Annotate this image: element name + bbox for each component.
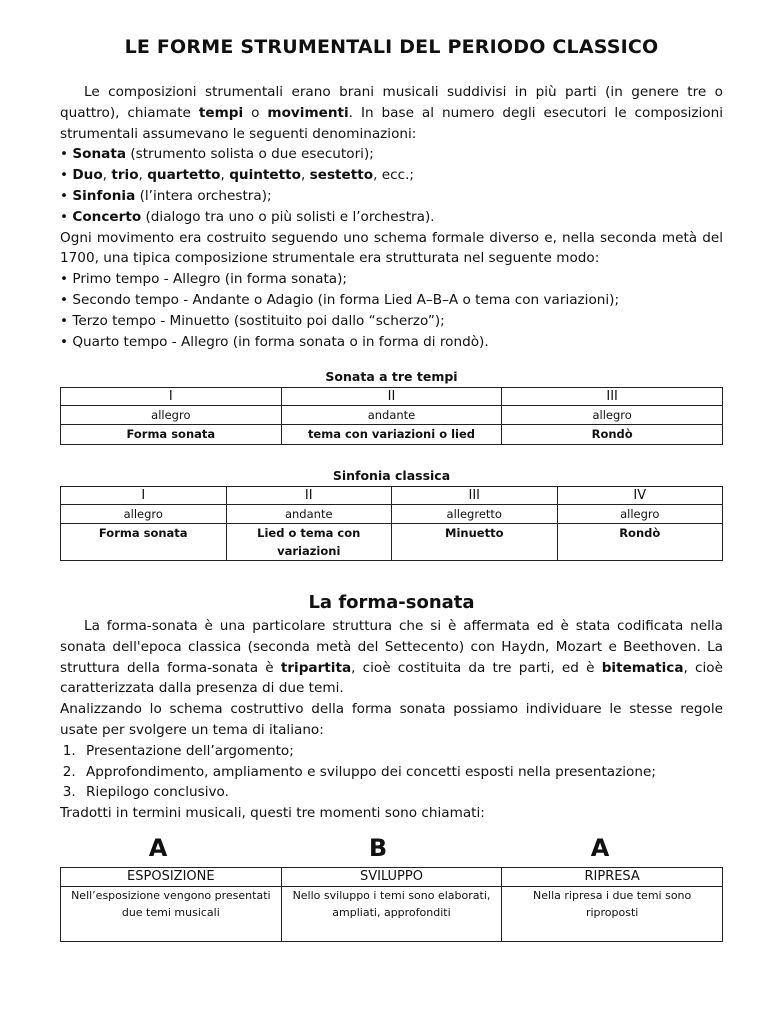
item-text: (l’intera orchestra); xyxy=(135,187,272,204)
bullet: • xyxy=(60,187,69,204)
conclusion-paragraph: Tradotti in termini musicali, questi tre momenti sono chiamati: xyxy=(60,805,485,822)
bullet: • xyxy=(60,291,69,308)
section-heading: La forma-sonata xyxy=(308,592,475,613)
paragraph-text: La forma-sonata è una particolare struttura che si è affermata ed è stata codificata nella sonata dell'epoca classica (seconda metà del Settecento) con Haydn, Mozart e Beethoven. La struttura della forma-sonata è xyxy=(60,618,723,676)
term-movimenti: movimenti xyxy=(267,104,349,121)
list-item: 1. Presentazione dell’argomento; xyxy=(80,741,723,762)
list-item: 3. Riepilogo conclusivo. xyxy=(80,782,723,803)
letter-a: A xyxy=(590,834,610,862)
item-text: , xyxy=(102,167,112,184)
table-header: I xyxy=(61,388,282,406)
tempo-text: Primo tempo - Allegro (in forma sonata); xyxy=(72,271,348,288)
sonata-table xyxy=(60,387,723,445)
tempo-item xyxy=(60,332,723,353)
table-cell: tema con variazioni o lied xyxy=(281,425,502,445)
structure-paragraph: Ogni movimento era costruito seguendo uno schema formale diverso e, nella seconda metà del 1700, una tipica composizione strumentale era strutturata nel seguente modo: xyxy=(60,229,723,267)
item-bold: sestetto xyxy=(309,167,374,184)
list-item-sonata xyxy=(60,144,723,165)
forma-sonata-section xyxy=(60,616,723,824)
table-cell: Nello sviluppo i temi sono elaborati, ampliati, approfonditi xyxy=(281,887,502,942)
table-cell: allegretto xyxy=(392,505,558,524)
aba-table xyxy=(60,867,723,942)
list-item: 2. Approfondimento, ampliamento e sviluppo dei concetti esposti nella presentazione; xyxy=(80,762,723,783)
page-title: LE FORME STRUMENTALI DEL PERIODO CLASSICO xyxy=(124,36,659,58)
table-cell: allegro xyxy=(502,406,723,425)
item-text: (dialogo tra uno o più solisti e l’orchestra). xyxy=(141,208,435,225)
term-tripartita: tripartita xyxy=(280,659,352,676)
intro-paragraph xyxy=(60,82,723,144)
paragraph-text: , cioè caratterizzata dalla presenza di due temi. xyxy=(60,659,723,697)
table-cell: Forma sonata xyxy=(61,425,282,445)
table-header: II xyxy=(226,487,392,505)
forma-sonata-paragraph xyxy=(60,616,723,699)
steps-list xyxy=(60,741,723,803)
intro-text-3: . In base al numero degli esecutori le composizioni strumentali assumevano le seguenti denominazioni: xyxy=(60,104,724,142)
term-tempi: tempi xyxy=(198,104,244,121)
paragraph-text: , cioè costituita da tre parti, ed è xyxy=(351,659,602,676)
sinfonia-table xyxy=(60,486,723,561)
sinfonia-table-caption: Sinfonia classica xyxy=(332,468,451,483)
item-bold: Sinfonia xyxy=(72,187,136,204)
table-cell: Rondò xyxy=(557,524,723,561)
tempo-item xyxy=(60,290,723,311)
table-row xyxy=(61,505,723,524)
tempo-item xyxy=(60,311,723,332)
table-row xyxy=(61,487,723,505)
intro-text-2: o xyxy=(243,104,268,121)
bullet: • xyxy=(60,271,69,288)
table-cell: andante xyxy=(226,505,392,524)
bullet: • xyxy=(60,312,69,329)
table-cell: andante xyxy=(281,406,502,425)
sep: , xyxy=(220,167,230,184)
sonata-table-caption: Sonata a tre tempi xyxy=(325,369,458,384)
item-text: (strumento solista o due esecutori); xyxy=(126,146,374,163)
bullet: • xyxy=(60,146,69,163)
table-row xyxy=(61,425,723,445)
intro-section xyxy=(60,82,723,352)
table-header: III xyxy=(502,388,723,406)
table-header: RIPRESA xyxy=(502,868,723,887)
list-item-duo xyxy=(60,165,723,186)
bullet: • xyxy=(60,167,69,184)
table-cell: Forma sonata xyxy=(61,524,227,561)
tempo-text: Secondo tempo - Andante o Adagio (in forma Lied A–B–A o tema con variazioni); xyxy=(72,291,620,308)
table-header: SVILUPPO xyxy=(281,868,502,887)
letter-b: B xyxy=(368,834,388,862)
table-cell: Minuetto xyxy=(392,524,558,561)
item-bold: Sonata xyxy=(72,146,127,163)
table-row xyxy=(61,887,723,942)
table-cell: Nell’esposizione vengono presentati due temi musicali xyxy=(61,887,282,942)
table-header: I xyxy=(61,487,227,505)
item-text: , ecc.; xyxy=(373,167,414,184)
table-cell: allegro xyxy=(61,505,227,524)
sep: , xyxy=(138,167,148,184)
sep: , xyxy=(301,167,310,184)
table-header: III xyxy=(392,487,558,505)
letter-a: A xyxy=(148,834,168,862)
item-bold: Concerto xyxy=(72,208,142,225)
table-cell: allegro xyxy=(557,505,723,524)
list-item-sinfonia xyxy=(60,186,723,207)
list-item-concerto xyxy=(60,207,723,228)
table-cell: allegro xyxy=(61,406,282,425)
table-row xyxy=(61,388,723,406)
analysis-paragraph: Analizzando lo schema costruttivo della forma sonata possiamo individuare le stesse regole usate per svolgere un tema di italiano: xyxy=(60,701,723,738)
item-bold: Duo xyxy=(72,167,103,184)
table-row xyxy=(61,406,723,425)
item-bold: trio xyxy=(111,167,139,184)
term-bitematica: bitematica xyxy=(601,659,684,676)
table-header: II xyxy=(281,388,502,406)
table-cell: Rondò xyxy=(502,425,723,445)
item-bold: quartetto xyxy=(147,167,221,184)
table-row xyxy=(61,524,723,561)
tempo-text: Quarto tempo - Allegro (in forma sonata o in forma di rondò). xyxy=(72,333,489,350)
table-header: ESPOSIZIONE xyxy=(61,868,282,887)
bullet: • xyxy=(60,208,69,225)
item-bold: quintetto xyxy=(229,167,301,184)
table-row xyxy=(61,868,723,887)
table-header: IV xyxy=(557,487,723,505)
tempo-item xyxy=(60,269,723,290)
table-cell: Nella ripresa i due temi sono riproposti xyxy=(502,887,723,942)
aba-letters xyxy=(60,834,723,864)
intro-text-1: Le composizioni strumentali erano brani musicali suddivisi in più parti (in genere tre o quattro), chiamate xyxy=(60,84,723,121)
table-cell: Lied o tema con variazioni xyxy=(226,524,392,561)
bullet: • xyxy=(60,333,69,350)
tempo-text: Terzo tempo - Minuetto (sostituito poi dallo “scherzo”); xyxy=(72,312,445,329)
